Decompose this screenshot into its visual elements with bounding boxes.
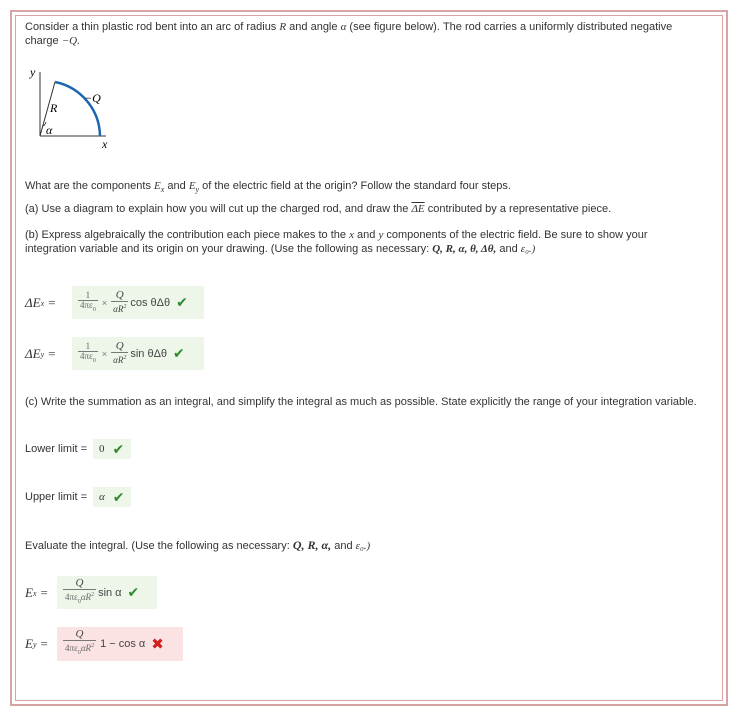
- part-b-vars: Q, R, α, θ, Δθ,: [432, 243, 497, 255]
- dEy-frac2: [111, 341, 128, 366]
- part-b-and: and: [357, 229, 376, 241]
- arc-figure: [28, 64, 120, 152]
- intro-line1-end: (see figure below). The rod carries a uniformly distributed negative: [349, 21, 673, 33]
- Ex-answer-field[interactable]: [57, 576, 157, 609]
- intro-line1: Consider a thin plastic rod bent into an arc of radius: [25, 21, 277, 33]
- upper-limit-field[interactable]: [93, 487, 131, 507]
- part-a-post: contributed by a representative piece.: [427, 203, 612, 215]
- main-question: [25, 179, 715, 197]
- dEy-times: ×: [101, 348, 108, 359]
- part-b-y: y: [378, 229, 384, 241]
- part-b-and2: and: [499, 243, 518, 255]
- figure-alpha-label: α: [46, 123, 53, 137]
- intro-negQ: −Q.: [61, 35, 80, 47]
- Ey-frac-den: 4πε: [65, 643, 78, 654]
- lower-limit-check-icon: ✔: [112, 440, 125, 457]
- Ex-frac: [63, 578, 96, 608]
- intro-alpha: α: [340, 21, 347, 33]
- Ex-tail: sin α: [98, 586, 122, 599]
- q-Ex-sub: x: [160, 185, 165, 195]
- upper-limit-label: [25, 489, 87, 505]
- dEy-frac2-num: Q: [115, 340, 124, 352]
- Ex-frac-num: Q: [75, 576, 84, 589]
- dEy-frac1-den-sub: 0: [92, 357, 96, 364]
- dEy-eq: =: [48, 346, 56, 361]
- Ex-frac-den-sub: 0: [77, 598, 81, 605]
- dEy-frac1-num: 1: [85, 340, 91, 351]
- dEx-frac1-den-sub: 0: [92, 306, 96, 313]
- dEx-times: ×: [101, 297, 108, 308]
- upper-limit-text: Upper limit =: [25, 491, 88, 503]
- figure-x-label: x: [102, 137, 108, 151]
- q-and: and: [167, 180, 186, 192]
- dEx-frac1: [78, 291, 98, 315]
- dEy-label: ΔE: [25, 346, 41, 361]
- Ey-row: [25, 628, 52, 660]
- upper-limit-value: α: [99, 491, 105, 503]
- figure-y-label: y: [30, 65, 36, 79]
- lower-limit-text: Lower limit =: [25, 443, 88, 455]
- dEy-frac2-den-sq: 2: [123, 355, 127, 361]
- dEx-frac2-num: Q: [115, 289, 124, 301]
- dEy-check-icon: ✔: [173, 345, 185, 361]
- Ex-frac-den-rest: αR: [80, 591, 92, 602]
- dEx-frac1-den: 4πε: [80, 299, 93, 310]
- Ex-row: [25, 577, 52, 609]
- dEy-row: [25, 338, 59, 370]
- part-a-pre: (a) Use a diagram to explain how you will cut up the charged rod, and draw the: [25, 203, 409, 215]
- Ey-cross-icon: ✖: [151, 636, 164, 653]
- dEx-frac2: [111, 290, 128, 315]
- q-Ey: E: [188, 180, 196, 192]
- q-main-post: of the electric field at the origin? Follow the standard four steps.: [202, 180, 511, 192]
- intro-text: [25, 20, 715, 48]
- Ey-answer-field[interactable]: [57, 627, 183, 661]
- Ex-sub: x: [32, 588, 37, 598]
- part-a-sym: $\overline{\Delta E}$: [411, 203, 425, 215]
- figure-R-label: R: [50, 101, 58, 115]
- Ex-eq: =: [40, 585, 48, 600]
- Ex-check-icon: ✔: [127, 584, 140, 600]
- Ey-frac-den-sq: 2: [91, 643, 95, 650]
- lower-limit-label: [25, 441, 87, 457]
- Ex-frac-den-sq: 2: [91, 591, 95, 598]
- q-Ey-sub: y: [195, 185, 200, 195]
- q-Ex: E: [154, 180, 161, 192]
- dEy-frac1-den: 4πε: [80, 350, 93, 361]
- dEx-answer-field[interactable]: [72, 286, 204, 319]
- dEy-sin-term: sin θΔθ: [130, 347, 168, 360]
- Ex-label: E: [25, 585, 33, 600]
- Ey-eq: =: [40, 636, 48, 651]
- intro-and-angle: and angle: [289, 21, 338, 33]
- part-b-eps: ε₀.): [520, 243, 536, 255]
- Ey-tail: 1 − cos α: [100, 638, 146, 650]
- intro-line2: charge: [25, 35, 59, 47]
- dEy-sub: y: [40, 349, 45, 359]
- evaluate-text: [25, 538, 715, 553]
- upper-limit-check-icon: ✔: [112, 488, 125, 505]
- part-c-text: (c) Write the summation as an integral, and simplify the integral as much as possible. State explicitly the range of your integration variable.: [25, 396, 697, 408]
- evaluate-vars: Q, R, α,: [292, 538, 332, 552]
- Ey-label: E: [25, 636, 33, 651]
- figure-charge-label: −Q: [84, 91, 101, 105]
- lower-limit-value: 0: [99, 443, 105, 455]
- part-b-line1: (b) Express algebraically the contribution each piece makes to the: [25, 229, 347, 241]
- q-main-pre: What are the components: [25, 180, 151, 192]
- Ey-frac: [63, 629, 96, 659]
- dEx-frac1-num: 1: [85, 289, 91, 300]
- part-b-line2: integration variable and its origin on your drawing. (Use the following as necessary:: [25, 243, 430, 255]
- dEx-frac2-den-sq: 2: [123, 304, 127, 310]
- Ey-frac-num: Q: [75, 628, 84, 641]
- part-b: [25, 228, 715, 256]
- dEy-frac2-den: αR: [113, 355, 124, 365]
- part-b-x: x: [349, 229, 354, 241]
- dEx-frac2-den: αR: [113, 304, 124, 314]
- intro-R: R: [279, 21, 287, 33]
- part-a: [25, 202, 715, 216]
- dEx-label: ΔE: [25, 295, 41, 310]
- dEx-row: [25, 287, 59, 319]
- dEx-eq: =: [48, 295, 56, 310]
- Ey-frac-den-rest: αR: [80, 643, 92, 654]
- dEx-sub: x: [40, 298, 45, 308]
- evaluate-and: and: [334, 540, 353, 552]
- dEy-frac1: [78, 342, 98, 366]
- part-b-line1-end: components of the electric field. Be sure to show your: [386, 229, 648, 241]
- dEy-answer-field[interactable]: [72, 337, 204, 370]
- dEx-cos-term: cos θΔθ: [130, 296, 171, 309]
- Ex-frac-den: 4πε: [65, 591, 78, 602]
- Ey-frac-den-sub: 0: [77, 649, 81, 656]
- evaluate-pre: Evaluate the integral. (Use the following as necessary:: [25, 540, 290, 552]
- evaluate-eps: ε₀.): [355, 540, 371, 552]
- lower-limit-field[interactable]: [93, 439, 131, 459]
- Ey-sub: y: [32, 639, 37, 649]
- dEx-check-icon: ✔: [176, 294, 188, 310]
